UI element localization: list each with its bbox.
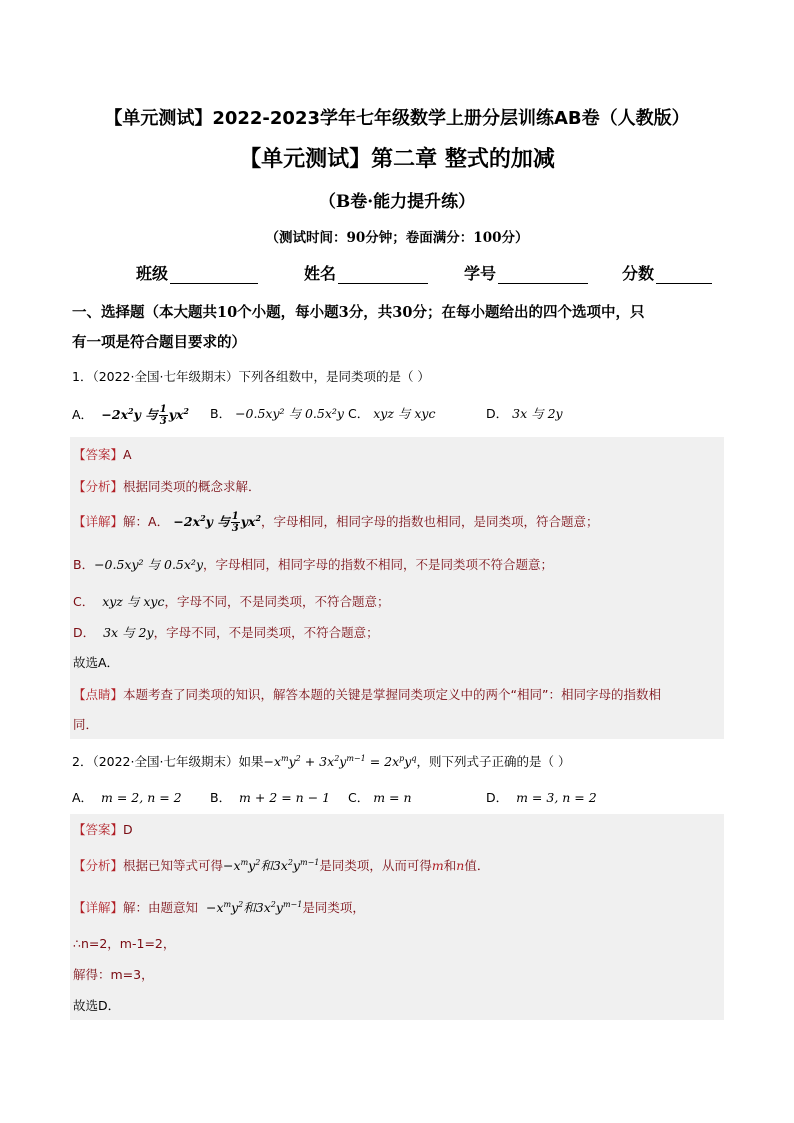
chapter-title: 【单元测试】第二章 整式的加减 [239,146,555,172]
student-id-blank[interactable] [498,265,588,284]
student-id-field[interactable] [464,261,588,284]
class-field[interactable] [136,261,258,284]
q2-stem: 2．（2022·全国·七年级期末）如果$-x^my^2 + 3x^2y^{m-1} = 2x^py^q$，则下列式子正确的是（ ） [72,753,571,769]
section-heading [72,298,732,358]
student-id-label: 学号 [464,264,497,283]
section-heading-line2: 有一项是符合题目要求的） [72,334,246,351]
q2-solution-box [70,814,724,1020]
q1-solution-box [70,437,724,739]
q1-stem: 1．（2022·全国·七年级期末）下列各组数中，是同类项的是（ ） [72,369,430,384]
class-blank[interactable] [170,265,258,284]
q1-option-a-expr: $-2x^2y$ 与 $\frac{1}{3}$ $yx^2$ [97,404,189,427]
q1-detail-c: C． xyz 与 xyc，字母不同，不是同类项，不符合题意； [73,594,390,609]
q2-option-d[interactable]: D． m = 3, n = 2 [486,790,597,805]
score-field[interactable] [622,261,712,284]
q1-options [72,404,722,428]
exam-info: （测试时间：90分钟；卷面满分：100分） [265,230,529,246]
q1-detail-b: B．−0.5xy² 与 0.5x²y，字母相同，相同字母的指数不相同，不是同类项不符合题意； [73,557,554,572]
q2-detail: 【详解】解：由题意知 $-x^my^2$和$3x^2y^{m-1}$是同类项， [73,899,365,915]
q2-analysis: 【分析】根据已知等式可得$-x^my^2$和$3x^2y^{m-1}$是同类项，从而可得m和n值． [73,857,490,873]
q2-option-b[interactable]: B． m + 2 = n − 1 [210,790,331,805]
student-info-fields [136,261,736,285]
q1-option-b[interactable]: B． −0.5xy² 与 0.5x²y [210,406,344,421]
q2-option-a[interactable]: A． m = 2, n = 2 [72,790,182,805]
q1-comment: 【点睛】本题考查了同类项的知识，解答本题的关键是掌握同类项定义中的两个“相同”：相同字母的指数相 [73,687,661,702]
q1-choose: 故选A． [73,655,120,670]
score-blank[interactable] [656,265,712,284]
q2-options [72,788,722,812]
score-label: 分数 [622,264,655,283]
q1-option-b-expr: −0.5xy² 与 0.5x²y [235,406,344,421]
q1-comment-line2: 同． [73,717,99,732]
q2-answer: 【答案】D [73,822,133,837]
q2-choose: 故选D． [73,998,121,1013]
q1-analysis: 【分析】根据同类项的概念求解． [73,479,261,494]
name-blank[interactable] [338,265,428,284]
volume-title: （B卷·能力提升练） [318,192,476,212]
q1-option-d[interactable]: D． 3x 与 2y [486,406,563,421]
q1-option-c[interactable]: C． xyz 与 xyc [348,406,436,421]
name-field[interactable] [304,261,428,284]
q1-detail-d: D． 3x 与 2y，字母不同，不是同类项，不符合题意； [73,625,379,640]
q1-answer: 【答案】A [73,447,132,462]
q2-option-c[interactable]: C． m = n [348,790,412,805]
q1-detail-a: 【详解】解：A． $-2x^2y$ 与 $\frac{1}{3}$ $yx^2$，字母相同，相同字母的指数也相同，是同类项，符合题意； [73,511,599,534]
q2-equation: $-x^my^2 + 3x^2y^{m-1} = 2x^py^q$ [263,753,417,769]
section-heading-line1: 一、选择题（本大题共10个小题，每小题3分，共30分；在每小题给出的四个选项中，只 [72,304,645,321]
page-header-title: 【单元测试】2022-2023学年七年级数学上册分层训练AB卷（人教版） [104,108,690,129]
name-label: 姓名 [304,264,337,283]
q2-step2: 解得：m=3， [73,967,154,982]
q1-option-a[interactable]: A． $-2x^2y$ 与 $\frac{1}{3}$ $yx^2$ [72,404,189,427]
class-label: 班级 [136,264,169,283]
q1-option-c-expr: xyz 与 xyc [373,406,436,421]
q1-option-d-expr: 3x 与 2y [512,406,563,421]
q2-step1: ∴n=2，m-1=2， [73,936,176,951]
